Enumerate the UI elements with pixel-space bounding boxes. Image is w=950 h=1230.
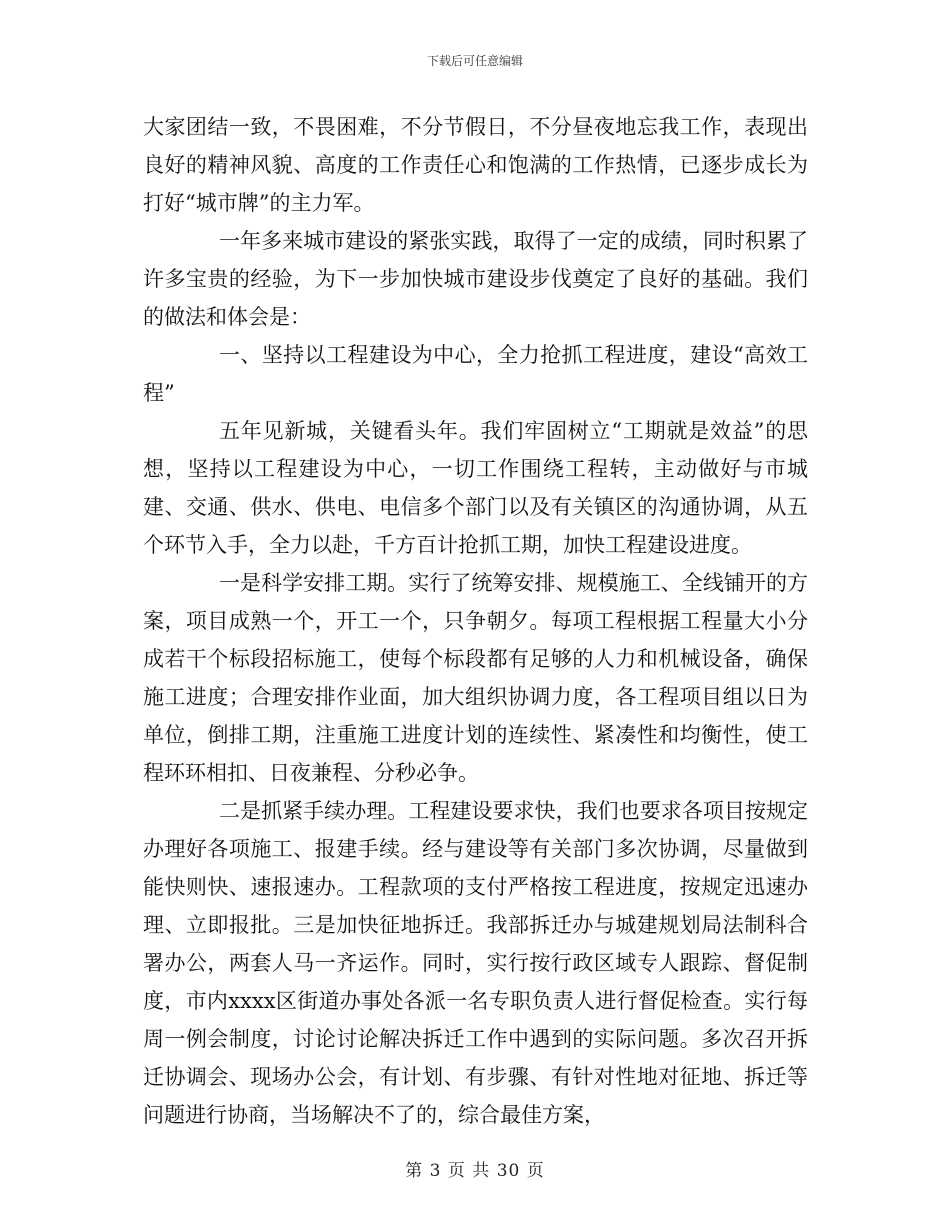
document-body [143,108,808,1134]
section-heading-1: 一、坚持以工程建设为中心，全力抢抓工程进度，建设“高效工程” [143,343,808,405]
paragraph-summary: 一年多来城市建设的紧张实践，取得了一定的成绩，同时积累了许多宝贵的经验，为下一步加快城市建设步伐奠定了良好的基础。我们的做法和体会是： [143,229,808,329]
page-footer: 第 3 页 共 30 页 [405,1161,545,1181]
paragraph-point-2: 二是抓紧手续办理。工程建设要求快，我们也要求各项目按规定办理好各项施工、报建手续。经与建设等有关部门多次协调，尽量做到能快则快、速报速办。工程款项的支付严格按工程进度，按规定迅速办理、立即报批。三是加快征地拆迁。我部拆迁办与城建规划局法制科合署办公，两套人马一齐运作。同时，实行按行政区域专人跟踪、督促制度，市内xxxx区街道办事处各派一名专职负责人进行督促检查。实行每周一例会制度，讨论讨论解决拆迁工作中遇到的实际问题。多次召开拆迁协调会、现场办公会，有计划、有步骤、有针对性地对征地、拆迁等问题进行协商，当场解决不了的，综合最佳方案， [143,799,808,1127]
paragraph-intro: 五年见新城，关键看头年。我们牢固树立“工期就是效益”的思想，坚持以工程建设为中心，一切工作围绕工程转，主动做好与市城建、交通、供水、供电、电信多个部门以及有关镇区的沟通协调，从五个环节入手，全力以赴，千方百计抢抓工期，加快工程建设进度。 [143,419,808,557]
paragraph-continuation: 大家团结一致，不畏困难，不分节假日，不分昼夜地忘我工作，表现出良好的精神风貌、高度的工作责任心和饱满的工作热情，已逐步成长为打好“城市牌”的主力军。 [143,115,808,215]
paragraph-point-1: 一是科学安排工期。实行了统筹安排、规模施工、全线铺开的方案，项目成熟一个，开工一个，只争朝夕。每项工程根据工程量大小分成若干个标段招标施工，使每个标段都有足够的人力和机械设备，确保施工进度；合理安排作业面，加大组织协调力度，各工程项目组以日为单位，倒排工期，注重施工进度计划的连续性、紧凑性和均衡性，使工程环环相扣、日夜兼程、分秒必争。 [143,571,808,785]
page-header: 下载后可任意编辑 [426,54,523,68]
